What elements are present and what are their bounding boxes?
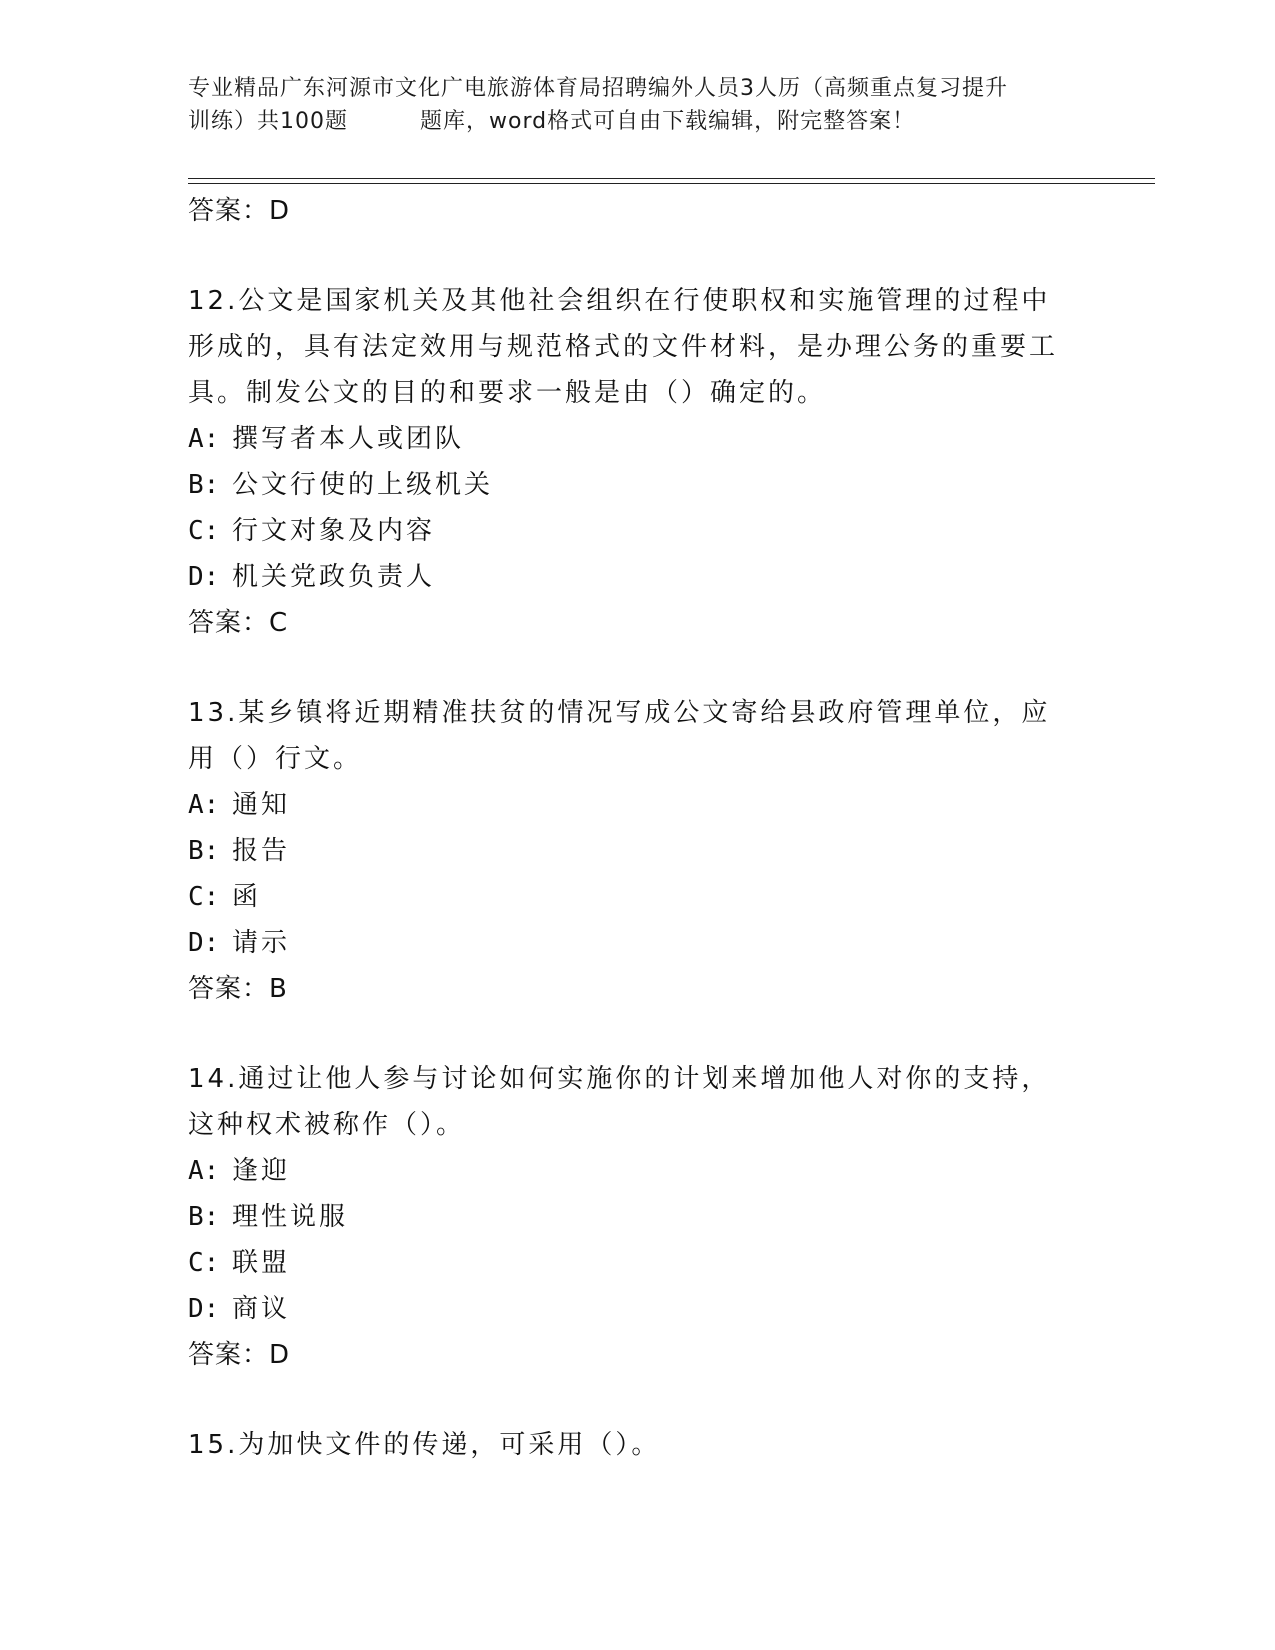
option-key: C: [188,1248,220,1278]
question-stem: 15.为加快文件的传递，可采用（）。 [188,1430,661,1460]
option-text: 机关党政负责人 [232,562,436,592]
page-header [188,72,1088,138]
option-key: D: [188,1294,220,1324]
option-d [188,920,1088,966]
option-key: A: [188,424,220,454]
option-a [188,782,1088,828]
question-stem: 14.通过让他人参与讨论如何实施你的计划来增加他人对你的支持，这种权术被称作（）。 [188,1064,1051,1140]
answer-line: 答案：D [188,1340,291,1370]
question-12 [188,278,1088,646]
option-text: 逢迎 [232,1156,291,1186]
option-key: D: [188,928,220,958]
option-key: C: [188,882,220,912]
header-title-line2-right: 题库，word格式可自由下载编辑，附完整答案！ [420,109,916,134]
option-key: A: [188,1156,220,1186]
header-title-line1: 专业精品广东河源市文化广电旅游体育局招聘编外人员3人历（高频重点复习提升 [188,76,1008,101]
question-stem: 13.某乡镇将近期精准扶贫的情况写成公文寄给县政府管理单位，应用（）行文。 [188,698,1051,774]
option-text: 请示 [232,928,291,958]
header-title-line2-left: 训练）共100题 [188,109,348,134]
question-list [188,188,1088,1468]
option-d [188,554,1088,600]
option-key: D: [188,562,220,592]
option-text: 公文行使的上级机关 [232,470,494,500]
answer-line: 答案：B [188,974,288,1004]
question-stem: 12.公文是国家机关及其他社会组织在行使职权和实施管理的过程中形成的，具有法定效用与规范格式的文件材料，是办理公务的重要工具。制发公文的目的和要求一般是由（）确定的。 [188,286,1059,408]
option-b [188,828,1088,874]
option-text: 报告 [232,836,291,866]
header-rule-top [188,178,1155,179]
previous-answer: 答案：D [188,196,291,226]
option-d [188,1286,1088,1332]
option-b [188,1194,1088,1240]
option-text: 撰写者本人或团队 [232,424,465,454]
option-c [188,874,1088,920]
question-15 [188,1422,1088,1468]
option-key: A: [188,790,220,820]
question-13 [188,690,1088,1012]
option-c [188,508,1088,554]
option-text: 理性说服 [232,1202,349,1232]
question-14 [188,1056,1088,1378]
option-text: 行文对象及内容 [232,516,436,546]
option-text: 函 [232,882,262,912]
header-title-line2 [188,105,1088,138]
option-key: C: [188,516,220,546]
option-c [188,1240,1088,1286]
header-rule-bottom [188,183,1155,184]
option-key: B: [188,470,220,500]
option-text: 商议 [232,1294,291,1324]
option-a [188,416,1088,462]
option-text: 通知 [232,790,291,820]
option-b [188,462,1088,508]
option-text: 联盟 [232,1248,291,1278]
option-a [188,1148,1088,1194]
answer-line: 答案：C [188,608,289,638]
option-key: B: [188,836,220,866]
option-key: B: [188,1202,220,1232]
